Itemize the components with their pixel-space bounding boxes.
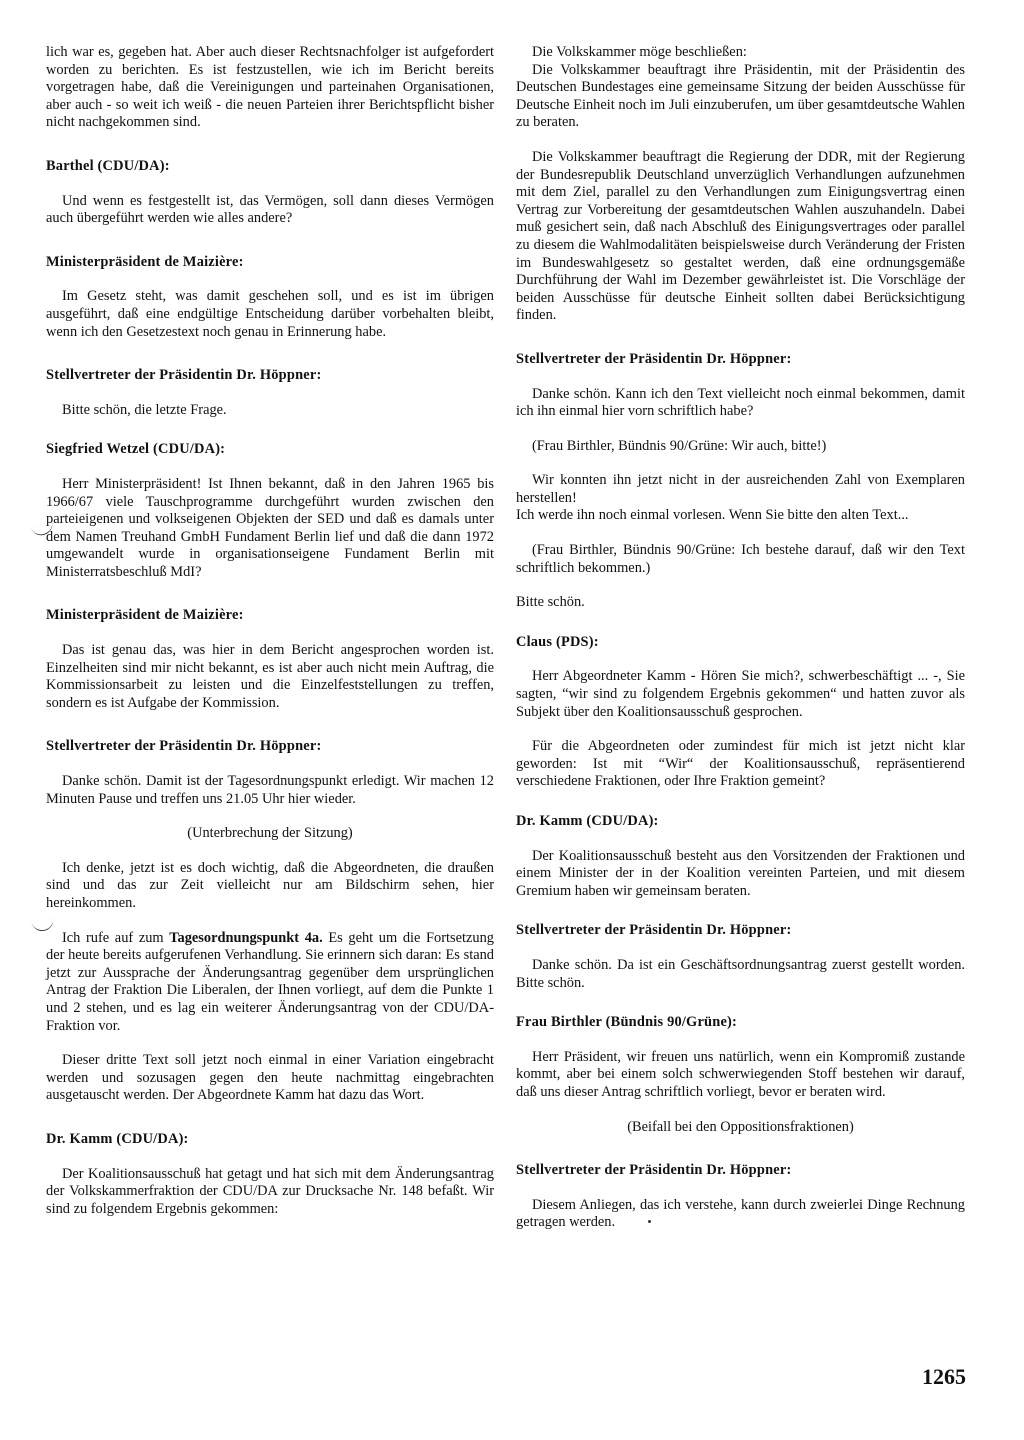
paragraph: Die Volkskammer beauftragt ihre Präsidentin, mit der Präsidentin des Deutschen Bundestages eine gemeinsame Sitzung der beiden Ausschüsse für Deutsche Einheit noch im Juli einzuberufen, um über gesamtdeutsche Wahlen zu beraten. [516,61,965,131]
paragraph: Und wenn es festgestellt ist, das Vermögen, soll dann dieses Vermögen auch übergeführt werden wie alles andere? [46,192,494,227]
interjection: (Frau Birthler, Bündnis 90/Grüne: Ich bestehe darauf, daß wir den Text schriftlich bekommen.) [516,542,965,576]
speaker-heading: Stellvertreter der Präsidentin Dr. Höppner: [516,1162,792,1179]
paragraph: Bitte schön. [516,594,585,611]
paragraph: Die Volkskammer beauftragt die Regierung der DDR, mit der Regierung der Bundesrepublik Deutschland unverzüglich Verhandlungen aufzunehmen mit dem Ziel, parallel zu den Verhandlungen zum Einigungsvertrag einen Vertrag zur Vorbereitung der gesamtdeutschen Wahlen auszuhandeln. Dabei muß gesichert sein, daß nach Abschluß des Einigungsvertrages oder parallel zu diesem die Wahlmodalitäten beispielsweise durch Veränderung der Fristen im Bundeswahlgesetz so gestaltet werden, daß eine ordnungsgemäße Durchführung der Wahl im Dezember gewährleistet ist. Die Vorschläge der beiden Ausschüsse für deutsche Einheit sollten dabei Berücksichtigung finden. [516,148,965,324]
paragraph: Herr Präsident, wir freuen uns natürlich, wenn ein Kompromiß zustande kommt, aber bei einem solch schwerwiegenden Stoff bestehen wir darauf, daß uns dieser Antrag schriftlich vorliegt, bevor er beraten wird. [516,1048,965,1100]
paragraph: Die Volkskammer möge beschließen: [532,44,747,60]
speaker-heading: Stellvertreter der Präsidentin Dr. Höppner: [516,350,792,367]
paragraph: Herr Abgeordneter Kamm - Hören Sie mich?, schwerbeschäftigt ... -, Sie sagten, “wir sind zu folgendem Ergebnis gekommen“ und hatten zuvor als Subjekt über den Koalitionsausschuß gesprochen. [516,668,965,720]
left-column [46,44,494,1218]
paragraph: Danke schön. Da ist ein Geschäftsordnungsantrag zuerst gestellt worden. Bitte schön. [516,956,965,991]
paragraph: Bitte schön, die letzte Frage. [62,401,227,418]
speaker-heading: Frau Birthler (Bündnis 90/Grüne): [516,1014,738,1031]
speaker-heading: Ministerpräsident de Maizière: [46,253,244,270]
paragraph-text: Ich rufe auf zum [62,929,170,946]
paragraph: Ich denke, jetzt ist es doch wichtig, daß die Abgeordneten, die draußen sind und das zur Zeit vielleicht nur am Bildschirm sehen, hier hereinkommen. [46,859,494,911]
paragraph: Dieser dritte Text soll jetzt noch einmal in einer Variation eingebracht werden und sozusagen gegen den heute nachmittag eingebrachten ausgetauscht werden. Der Abgeordnete Kamm hat dazu das Wort. [46,1052,494,1104]
speaker-heading: Ministerpräsident de Maizière: [46,607,244,624]
speaker-heading: Stellvertreter der Präsidentin Dr. Höppner: [46,367,322,384]
paragraph [46,930,494,1036]
right-column [516,44,965,1232]
paragraph: Das ist genau das, was hier in dem Bericht angesprochen worden ist. Einzelheiten sind mir nicht bekannt, es ist aber auch nicht mein Auftrag, die Kommissionsarbeit zu leisten und die Einzelfeststellungen zu treffen, sondern es ist Aufgabe der Kommission. [46,642,494,711]
paragraph: Danke schön. Damit ist der Tagesordnungspunkt erledigt. Wir machen 12 Minuten Pause und treffen uns 21.05 Uhr hier wieder. [46,773,494,807]
paragraph-text: Es geht um die Fortsetzung der heute bereits aufgerufenen Verhandlung. Sie erinnern sich daran: Es stand jetzt zur Aussprache der Änderungsantrag gegenüber dem ursprünglichen Antrag der Fraktion Die Liberalen, der Ihnen vorliegt, auf dem die Punkte 1 und 2 stehen, und es lag ein weiterer Änderungsantrag von der CDU/DA-Fraktion vor. [46,929,494,1034]
paragraph: lich war es, gegeben hat. Aber auch dieser Rechtsnachfolger ist aufgefordert worden zu berichten. Es ist festzustellen, wie ich im Bericht bereits vorgetragen habe, daß die Vereinigungen und parteinahen Organisationen, aber auch - so weit ich weiß - die neuen Parteien ihrer Berichtspflicht bisher nicht nachgekommen sind. [46,44,494,131]
stage-direction: (Beifall bei den Oppositionsfraktionen) [627,1118,854,1135]
paragraph: Diesem Anliegen, das ich verstehe, kann durch zweierlei Dinge Rechnung getragen werden. [516,1196,965,1231]
paragraph: Wir konnten ihn jetzt nicht in der ausreichenden Zahl von Exemplaren herstellen! [516,472,965,506]
speaker-heading: Siegfried Wetzel (CDU/DA): [46,441,226,458]
speaker-heading: Stellvertreter der Präsidentin Dr. Höppner: [46,738,322,755]
interjection: (Frau Birthler, Bündnis 90/Grüne: Wir auch, bitte!) [532,437,827,454]
paragraph: Herr Ministerpräsident! Ist Ihnen bekannt, daß in den Jahren 1965 bis 1966/67 viele Tauschprogramme durchgeführt wurden zwischen den parteieigenen und volkseigenen Objekten der SED und daß es damals unter dem Namen Treuhand GmbH Fundament Berlin lief und daß die dann 1972 umgewandelt wurde in organisationseigene Fundament Berlin mit Ministerratsbeschluß MdI? [46,475,494,580]
ink-dot [648,1220,651,1223]
speaker-heading: Stellvertreter der Präsidentin Dr. Höppner: [516,922,792,939]
speaker-heading: Dr. Kamm (CDU/DA): [46,1130,189,1147]
paragraph: Für die Abgeordneten oder zumindest für mich ist jetzt nicht klar geworden: Ist mit “Wir“ der Koalitionsausschuß, repräsentierend verschiedene Fraktionen, oder Ihre Fraktion gemeint? [516,738,965,790]
page-number: 1265 [922,1364,966,1389]
paragraph: Der Koalitionsausschuß hat getagt und hat sich mit dem Änderungsantrag der Volkskammerfraktion der CDU/DA zur Drucksache Nr. 148 befaßt. Wir sind zu folgendem Ergebnis gekommen: [46,1165,494,1217]
paragraph: Ich werde ihn noch einmal vorlesen. Wenn Sie bitte den alten Text... [516,507,909,524]
stage-direction: (Unterbrechung der Sitzung) [187,825,353,842]
paragraph: Im Gesetz steht, was damit geschehen soll, und es ist im übrigen ausgeführt, daß eine endgültige Entscheidung darüber vorbehalten bleibt, wenn ich den Gesetzestext noch genau in Erinnerung habe. [46,288,494,340]
speaker-heading: Claus (PDS): [516,633,599,650]
paragraph: Danke schön. Kann ich den Text vielleicht noch einmal bekommen, damit ich ihn einmal hier vorn schriftlich habe? [516,385,965,420]
agenda-item: Tagesordnungspunkt 4a. [169,929,323,946]
speaker-heading: Dr. Kamm (CDU/DA): [516,813,659,829]
speaker-heading: Barthel (CDU/DA): [46,157,170,174]
paragraph: Der Koalitionsausschuß besteht aus den Vorsitzenden der Fraktionen und einem Minister der in der Koalition vereinten Parteien, und mit diesem Gremium haben wir gemeinsam beraten. [516,847,965,899]
